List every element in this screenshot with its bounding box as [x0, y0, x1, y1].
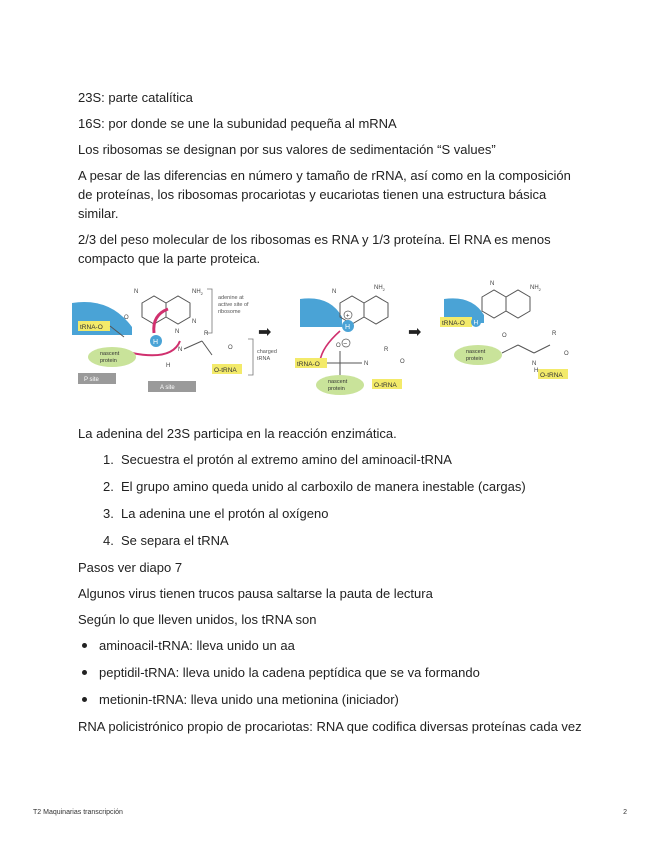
page-content — [78, 88, 588, 743]
h-label: H — [153, 339, 159, 346]
n-label: N — [192, 319, 197, 325]
bullet-icon — [82, 670, 87, 675]
n-label: N — [175, 329, 180, 335]
list-item — [78, 663, 588, 682]
arrow-right-icon: ➡ — [258, 324, 272, 341]
adenine-label: ribosome — [218, 309, 241, 315]
o-label: O — [124, 315, 129, 321]
o-label: O — [400, 359, 405, 365]
steps-list — [78, 450, 588, 550]
adenine-label: adenine at — [218, 295, 244, 301]
r-label: R — [204, 331, 209, 337]
trna-types-list — [78, 636, 588, 709]
o-label: O — [502, 333, 507, 339]
protein-label: protein — [100, 358, 117, 364]
list-item-text: Secuestra el protón al extremo amino del aminoacil-tRNA — [121, 452, 452, 467]
a-site-label: A site — [160, 385, 175, 391]
peptidyl-transfer-figure — [72, 275, 572, 410]
trna-oh-label: tRNA-O — [442, 320, 465, 327]
bullet-icon — [82, 697, 87, 702]
h-label: H — [166, 363, 171, 369]
list-number: 4. — [103, 533, 114, 548]
list-number: 3. — [103, 506, 114, 521]
arrow-right-icon: ➡ — [408, 324, 422, 341]
panel-2 — [295, 285, 405, 395]
n-label: N — [332, 289, 337, 295]
protein-label: protein — [466, 356, 483, 362]
h-label: H — [473, 319, 479, 327]
list-item-text: Se separa el tRNA — [121, 533, 229, 548]
o-label: O — [228, 345, 233, 351]
r-label: R — [552, 331, 557, 337]
o-trna-label: O-tRNA — [214, 367, 237, 374]
list-item-text: aminoacil-tRNA: lleva unido un aa — [99, 638, 295, 653]
list-item — [78, 636, 588, 655]
paragraph: RNA policistrónico propio de procariotas: RNA que codifica diversas proteínas cada vez — [78, 719, 582, 734]
paragraph: Según lo que lleven unidos, los tRNA son — [78, 612, 317, 627]
page-number: 2 — [623, 809, 627, 816]
n-label: N — [532, 361, 537, 367]
list-item — [78, 450, 588, 469]
protein-label: protein — [328, 386, 345, 392]
paragraph: 16S: por donde se une la subunidad pequeña al mRNA — [78, 116, 397, 131]
ribosome-shape — [300, 298, 342, 327]
list-number: 1. — [103, 452, 114, 467]
o-label: O — [564, 351, 569, 357]
r-label: R — [384, 347, 389, 353]
footer-title: T2 Maquinarias transcripción — [33, 809, 123, 816]
nascent-label: nascent — [466, 349, 486, 355]
list-item-text: El grupo amino queda unido al carboxilo de manera inestable (cargas) — [121, 479, 526, 494]
list-item — [78, 690, 588, 709]
list-item — [78, 531, 588, 550]
nh2-label: $NH_2$ — [374, 285, 385, 292]
adenine-label: active site of — [218, 302, 249, 308]
paragraph: Los ribosomas se designan por sus valores de sedimentación “S values” — [78, 142, 496, 157]
list-item — [78, 504, 588, 523]
charged-trna-label: charged — [257, 349, 277, 355]
list-item-text: peptidil-tRNA: lleva unido la cadena peptídica que se va formando — [99, 665, 480, 680]
paragraph: Algunos virus tienen trucos pausa saltarse la pauta de lectura — [78, 586, 433, 601]
n-label: N — [134, 289, 139, 295]
bullet-icon — [82, 643, 87, 648]
paragraph: A pesar de las diferencias en número y tamaño de rRNA, así como en la composición de proteínas, los ribosomas procariotas y eucariotas tienen una estructura básica similar. — [78, 168, 571, 221]
paragraph: 23S: parte catalítica — [78, 90, 193, 105]
n-label: N — [178, 347, 183, 353]
minus-sign: − — [343, 341, 348, 348]
plus-sign: + — [346, 313, 350, 320]
n-label: N — [364, 361, 369, 367]
paragraph: Pasos ver diapo 7 — [78, 560, 183, 575]
panel-3 — [440, 281, 569, 379]
list-item-text: metionin-tRNA: lleva unido una metionina (iniciador) — [99, 692, 399, 707]
o-trna-label: O-tRNA — [540, 372, 563, 379]
nascent-label: nascent — [100, 351, 120, 357]
trna-o-label: tRNA-O — [297, 361, 320, 368]
o-label: O — [336, 343, 341, 349]
h-label: H — [534, 368, 539, 374]
list-number: 2. — [103, 479, 114, 494]
paragraph: La adenina del 23S participa en la reacción enzimática. — [78, 426, 397, 441]
list-item — [78, 477, 588, 496]
nascent-label: nascent — [328, 379, 348, 385]
h-label: H — [345, 324, 351, 331]
list-item-text: La adenina une el protón al oxígeno — [121, 506, 329, 521]
paragraph: 2/3 del peso molecular de los ribosomas es RNA y 1/3 proteína. El RNA es menos compacto que la parte proteica. — [78, 232, 551, 266]
panel-1 — [72, 289, 277, 392]
o-trna-label: O-tRNA — [374, 382, 397, 389]
p-site-label: P site — [84, 377, 99, 383]
nh2-label: $NH_2$ — [530, 285, 541, 292]
n-label: N — [490, 281, 495, 287]
nh2-label: $NH_2$ — [192, 289, 203, 296]
trna-o-label: tRNA-O — [80, 324, 103, 331]
charged-trna-label: tRNA — [257, 356, 271, 362]
